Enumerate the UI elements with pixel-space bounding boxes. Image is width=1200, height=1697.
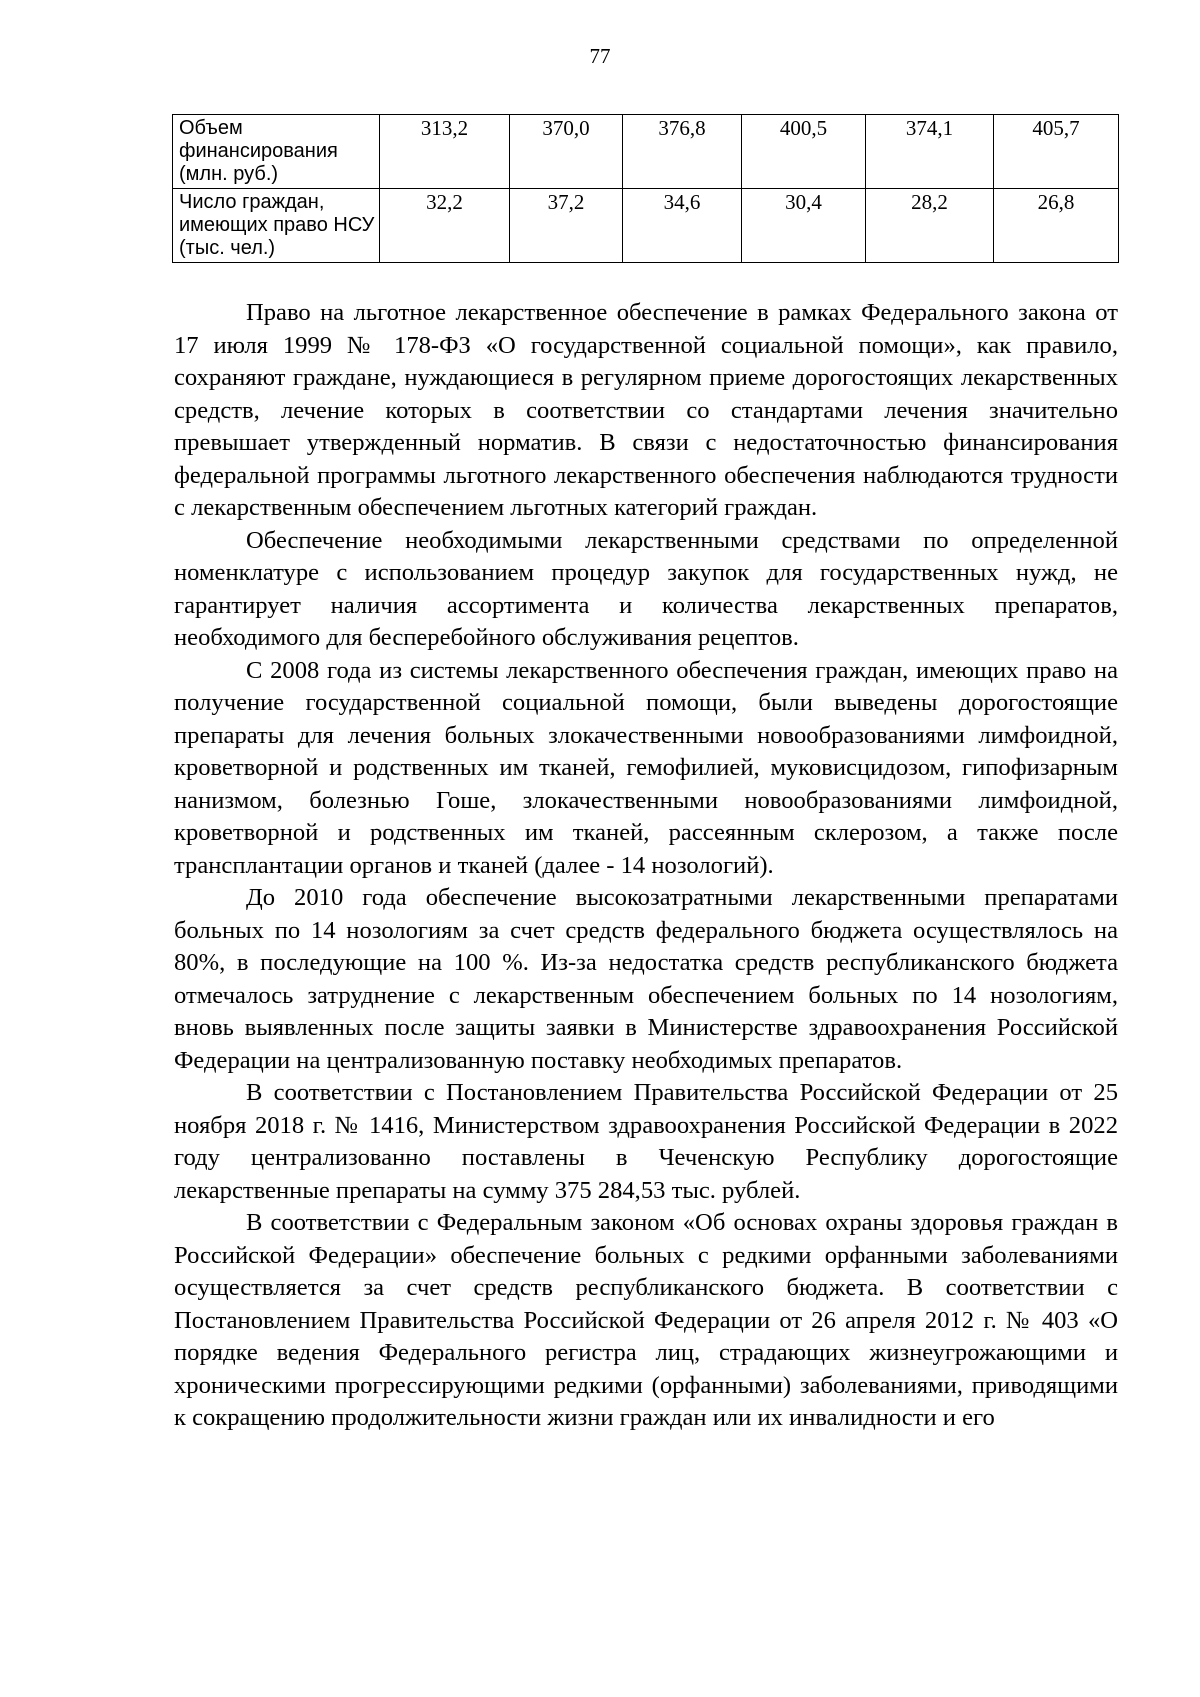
table-cell: 405,7 xyxy=(994,115,1119,189)
paragraph: В соответствии с Федеральным законом «Об основах охраны здоровья граждан в Российской Федерации» обеспечение больных с редкими орфанными заболеваниями осуществляется за счет средств республиканского бюджета. В соответствии с Постановлением Правительства Российской Федерации от 26 апреля 2012 г. № 403 «О порядке ведения Федерального регистра лиц, страдающих жизнеугрожающими и хроническими прогрессирующими редкими (орфанными) заболеваниями, приводящими к сокращению продолжительности жизни граждан или их инвалидности и его xyxy=(174,1209,1118,1431)
table-cell: 370,0 xyxy=(510,115,623,189)
paragraph: Право на льготное лекарственное обеспечение в рамках Федерального закона от 17 июля 1999 № 178-ФЗ «О государственной социальной помощи», как правило, сохраняют граждане, нуждающиеся в регулярном приеме дорогостоящих лекарственных средств, лечение которых в соответствии со стандартами лечения значительно превышает утвержденный норматив. В связи с недостаточностью финансирования федеральной программы льготного лекарственного обеспечения наблюдаются трудности с лекарственным обеспечением льготных категорий граждан. xyxy=(174,299,1118,521)
table-cell: 37,2 xyxy=(510,189,623,263)
table-cell: 374,1 xyxy=(866,115,994,189)
row-label: Объем финансирования (млн. руб.) xyxy=(173,115,380,189)
table-cell: 376,8 xyxy=(623,115,742,189)
page-number: 77 xyxy=(589,44,611,68)
table-cell: 32,2 xyxy=(380,189,510,263)
paragraph: До 2010 года обеспечение высокозатратными лекарственными препаратами больных по 14 нозологиям за счет средств федерального бюджета осуществлялось на 80%, в последующие на 100 %. Из-за недостатка средств республиканского бюджета отмечалось затруднение с лекарственным обеспечением больных по 14 нозологиям, вновь выявленных после защиты заявки в Министерстве здравоохранения Российской Федерации на централизованную поставку необходимых препаратов. xyxy=(174,884,1118,1074)
table-cell: 28,2 xyxy=(866,189,994,263)
table-row xyxy=(173,189,1119,263)
table-cell: 26,8 xyxy=(994,189,1119,263)
table-cell: 34,6 xyxy=(623,189,742,263)
table-cell: 400,5 xyxy=(742,115,866,189)
data-table xyxy=(172,114,1119,263)
body-text xyxy=(174,297,1118,1435)
row-label: Число граждан, имеющих право НСУ (тыс. чел.) xyxy=(173,189,380,263)
table-row xyxy=(173,115,1119,189)
paragraph: В соответствии с Постановлением Правительства Российской Федерации от 25 ноября 2018 г. № 1416, Министерством здравоохранения Российской Федерации в 2022 году централизованно поставлены в Чеченскую Республику дорогостоящие лекарственные препараты на сумму 375 284,53 тыс. рублей. xyxy=(174,1079,1118,1204)
paragraph: С 2008 года из системы лекарственного обеспечения граждан, имеющих право на получение государственной социальной помощи, были выведены дорогостоящие препараты для лечения больных злокачественными новообразованиями лимфоидной, кроветворной и родственных им тканей, гемофилией, муковисцидозом, гипофизарным нанизмом, болезнью Гоше, злокачественными новообразованиями лимфоидной, кроветворной и родственных им тканей, рассеянным склерозом, а также после трансплантации органов и тканей (далее - 14 нозологий). xyxy=(174,656,1118,879)
table-cell: 30,4 xyxy=(742,189,866,263)
table-cell: 313,2 xyxy=(380,115,510,189)
paragraph: Обеспечение необходимыми лекарственными средствами по определенной номенклатуре с использованием процедур закупок для государственных нужд, не гарантирует наличия ассортимента и количества лекарственных препаратов, необходимого для бесперебойного обслуживания рецептов. xyxy=(174,526,1118,651)
